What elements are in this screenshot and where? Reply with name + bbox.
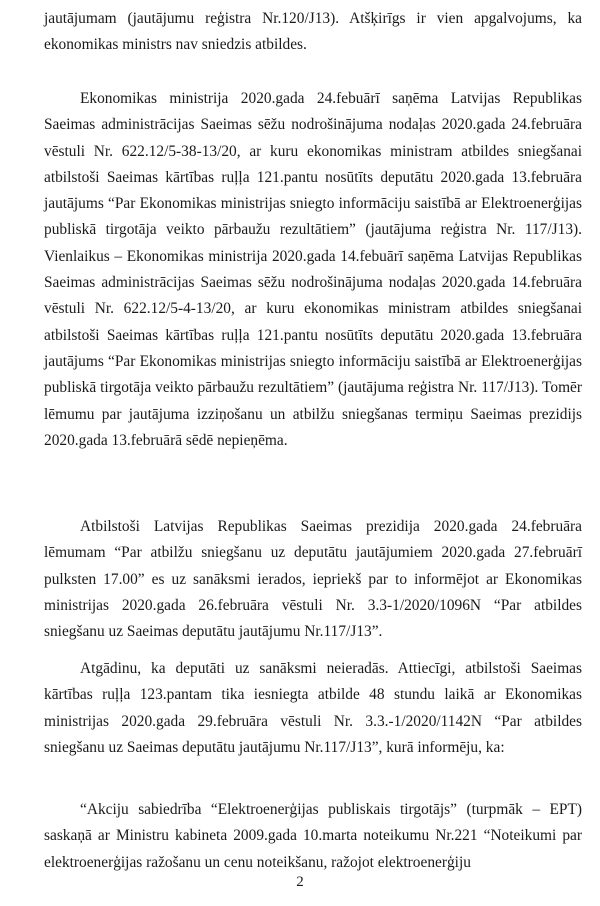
paragraph-ministry-letters: Ekonomikas ministrija 2020.gada 24.febuārī saņēma Latvijas Republikas Saeimas administrācijas Saeimas sēžu nodrošinājuma nodaļas 2020.gada 24.februāra vēstuli Nr. 622.12/5-38-13/20, ar kuru ekonomikas ministram atbildes sniegšanai atbilstoši Saeimas kārtības ruļļa 121.pantu nosūtīts deputātu 2020.gada 13.februāra jautājums “Par Ekonomikas ministrijas sniegto informāciju saistībā ar Elektroenerģijas publiskā tirgotāja veikto pārbaužu rezultātiem” (jautājuma reģistra Nr. 117/J13). Vienlaikus – Ekonomikas ministrija 2020.gada 14.febuārī saņēma Latvijas Republikas Saeimas administrācijas Saeimas sēžu nodrošinājuma nodaļas 2020.gada 14.februāra vēstuli Nr. 622.12/5-4-13/20, ar kuru ekonomikas ministram atbildes sniegšanai atbilstoši Saeimas kārtības ruļļa 121.pantu nosūtīts deputātu 2020.gada 13.februāra jautājums “Par Ekonomikas ministrijas sniegto informāciju saistībā ar Elektroenerģijas publiskā tirgotāja veikto pārbaužu rezultātiem” (jautājuma reģistra Nr. 117/J13). Tomēr lēmumu par jautājuma izziņošanu un atbilžu sniegšanas termiņu Saeimas prezidijs 2020.gada 13.februārā sēdē nepieņēma.: [44, 90, 582, 449]
paragraph-quote-ept: “Akciju sabiedrība “Elektroenerģijas publiskais tirgotājs” (turpmāk – EPT) saskaņā ar Ministru kabineta 2009.gada 10.marta noteikumu Nr.221 “Noteikumi par elektroenerģijas ražošanu un cenu noteikšanu, ražojot elektroenerģiju: [44, 801, 582, 871]
page-number: 2: [296, 874, 304, 890]
paragraph-presidium-decision: Atbilstoši Latvijas Republikas Saeimas prezidija 2020.gada 24.februāra lēmumam “Par atbilžu sniegšanu uz deputātu jautājumiem 2020.gada 27.februārī pulksten 17.00” es uz sanāksmi ierados, iepriekš par to informējot ar Ekonomikas ministrijas 2020.gada 26.februāra vēstuli Nr. 3.3-1/2020/1096N “Par atbildes sniegšanu uz Saeimas deputātu jautājumu Nr.117/J13”.: [44, 518, 582, 641]
paragraph-reminder: Atgādinu, ka deputāti uz sanāksmi neieradās. Attiecīgi, atbilstoši Saeimas kārtības ruļļa 123.pantam tika iesniegta atbilde 48 stundu laikā ar Ekonomikas ministrijas 2020.gada 29.februāra vēstuli Nr. 3.3.-1/2020/1142N “Par atbildes sniegšanu uz Saeimas deputātu jautājumu Nr.117/J13”, kurā informēju, ka:: [44, 660, 582, 756]
paragraph-continuation: jautājumam (jautājumu reģistra Nr.120/J13). Atšķirīgs ir vien apgalvojums, ka ekonomikas ministrs nav sniedzis atbildes.: [44, 10, 582, 54]
